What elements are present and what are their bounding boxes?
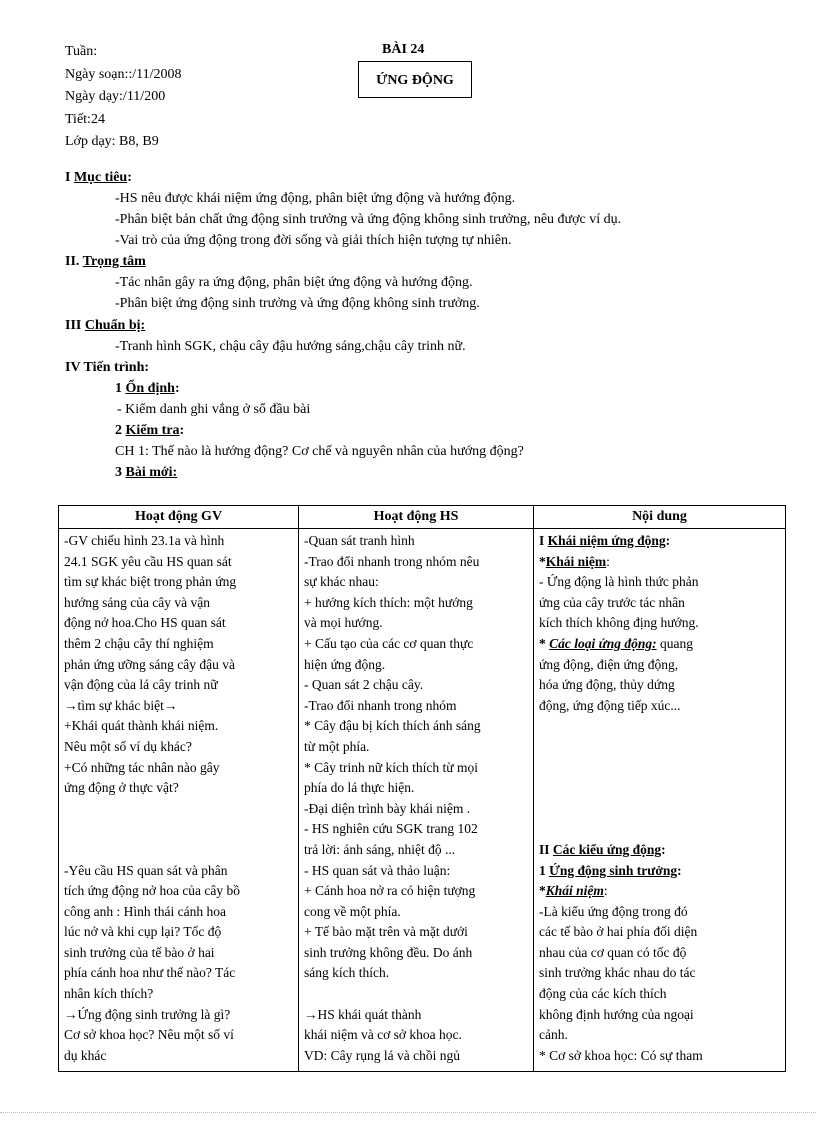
hs-line: -Quan sát tranh hình [304, 533, 415, 548]
section-heading: IV Tiến trình: [65, 360, 150, 375]
lesson-number: BÀI 24 [382, 42, 425, 57]
class-line: Lớp dạy: B8, B9 [65, 134, 159, 149]
gv-line: tìm sự khác biệt trong phản ứng [64, 574, 237, 590]
on-dinh-item: - Kiểm danh ghi vắng ở sổ đầu bài [117, 402, 311, 417]
gv-column [59, 529, 299, 1072]
nd-spacer [539, 758, 781, 779]
hs-line: - HS nghiên cứu SGK trang 102 [304, 821, 478, 837]
hs-line: hiện ứng động. [304, 656, 386, 672]
section-tien-trinh [65, 357, 524, 483]
gv-line: phản ứng ưỡng sáng cây đậu và [64, 656, 235, 672]
hs-line: sáng kích thích. [304, 965, 390, 981]
objective-item: -HS nêu được khái niệm ứng động, phân biệt ứng động và hướng động. [115, 191, 516, 206]
nd-spacer [539, 737, 781, 758]
gv-line: dụ khác [64, 1047, 107, 1063]
nd-line: không định hướng của ngoại [539, 1006, 694, 1022]
gv-line: Nêu một số ví dụ khác? [64, 738, 192, 754]
gv-line: thêm 2 chậu cây thí nghiệm [64, 635, 214, 651]
hs-line: - HS quan sát và thảo luận: [304, 862, 451, 878]
gv-line: hướng sáng của cây và vận [64, 594, 211, 610]
gv-line: sinh trưởng của tế bào ở hai [64, 944, 215, 960]
nd-definition-label-2: *Khái niệm: [539, 883, 608, 899]
lesson-table [58, 505, 786, 1072]
nd-line: động, ứng động tiếp xúc... [539, 697, 681, 713]
gv-line: ứng động ở thực vật? [64, 780, 179, 796]
hs-line [304, 984, 529, 1005]
nd-subsection-2-1: 1 Ứng động sinh trưởng: [539, 862, 682, 878]
hs-column [299, 529, 534, 1072]
nd-spacer [539, 778, 781, 799]
subsection-bai-moi: 3 Bài mới: [115, 465, 178, 480]
nd-line: ứng của cây trước tác nhân [539, 594, 685, 610]
section-heading: II. Trọng tâm [65, 254, 146, 269]
section-chuan-bi [65, 315, 466, 357]
section-heading: I Mục tiêu: [65, 170, 132, 185]
gv-line: động nở hoa.Cho HS quan sát [64, 615, 226, 631]
nd-line: kích thích không địng hướng. [539, 615, 699, 631]
hs-line: sinh trưởng không đều. Do ánh [304, 944, 473, 960]
hs-line: từ một phía. [304, 738, 370, 754]
nd-spacer [539, 819, 781, 840]
hs-line: - Quan sát 2 chậu cây. [304, 677, 424, 693]
hs-line: -Đại diện trình bày khái niệm . [304, 800, 471, 816]
hs-line: + hướng kích thích: một hướng [304, 594, 473, 610]
prep-date-line: Ngày soạn::/11/2008 [65, 66, 182, 82]
gv-line: lúc nở và khi cụp lại? Tốc độ [64, 924, 222, 940]
nd-section-2: II Các kiểu ứng động: [539, 841, 666, 857]
gv-line: +Có những tác nhân nào gây [64, 759, 220, 775]
hs-line: * Cây trinh nữ kích thích từ mọi [304, 759, 478, 775]
gv-line: +Khái quát thành khái niệm. [64, 718, 219, 734]
gv-line: →Ứng động sinh trưởng là gì? [64, 1006, 231, 1022]
subsection-kiem-tra: 2 Kiểm tra: [115, 423, 185, 438]
hs-line: + Tế bào mặt trên và mặt dưới [304, 924, 468, 940]
focus-item: -Phân biệt ứng động sinh trưởng và ứng động không sinh trưởng. [115, 296, 480, 311]
objective-item: -Vai trò của ứng động trong đời sống và giải thích hiện tượng tự nhiên. [115, 233, 512, 248]
nd-spacer [539, 716, 781, 737]
hs-line: cong về một phía. [304, 903, 401, 919]
nd-line: * Cơ sở khoa học: Có sự tham [539, 1047, 703, 1063]
nd-line: động của các kích thích [539, 986, 667, 1002]
header-info [65, 41, 182, 154]
hs-line: khái niệm và cơ sở khoa học. [304, 1027, 462, 1043]
hs-line: →HS khái quát thành [304, 1006, 422, 1022]
hs-line: trả lời: ánh sáng, nhiệt độ ... [304, 841, 456, 857]
objective-item: -Phân biệt bản chất ứng động sinh trưởng và ứng động không sinh trưởng, nêu được ví dụ. [115, 212, 622, 227]
nd-section-1: I Khái niệm ứng động: [539, 533, 671, 548]
gv-line: →tìm sự khác biệt→ [64, 697, 178, 713]
lesson-title-box [358, 61, 472, 98]
hs-line: sự khác nhau: [304, 574, 379, 590]
nd-spacer [539, 799, 781, 820]
nd-line: nhau của cơ quan có tốc độ [539, 944, 687, 960]
hs-line: và mọi hướng. [304, 615, 383, 631]
gv-line: phía cánh hoa như thế nào? Tác [64, 965, 236, 981]
nd-definition-label: *Khái niệm: [539, 553, 610, 569]
lesson-title: ỨNG ĐỘNG [376, 73, 454, 88]
hs-line: VD: Cây rụng lá và chồi ngủ [304, 1047, 460, 1063]
section-muc-tieu [65, 167, 621, 251]
header-hs: Hoạt động HS [299, 506, 534, 529]
gv-line: -GV chiếu hình 23.1a và hình [64, 533, 225, 548]
subsection-on-dinh: 1 Ổn định: [115, 381, 180, 396]
nd-line: -Là kiểu ứng động trong đó [539, 903, 688, 919]
header-gv: Hoạt động GV [59, 506, 299, 529]
gv-line [64, 819, 294, 840]
header-noi-dung: Nội dung [534, 506, 786, 529]
nd-types-label: * Các loại ứng động: quang [539, 635, 693, 651]
nd-line: cảnh. [539, 1027, 568, 1043]
check-question: CH 1: Thế nào là hướng động? Cơ chế và nguyên nhân của hướng động? [115, 444, 524, 459]
teach-date-line: Ngày dạy:/11/200 [65, 89, 166, 104]
gv-line: 24.1 SGK yêu cầu HS quan sát [64, 553, 232, 569]
noi-dung-column [534, 529, 786, 1072]
nd-line: ứng động, điện ứng động, [539, 656, 679, 672]
gv-line: nhân kích thích? [64, 986, 154, 1002]
hs-line: + Cấu tạo của các cơ quan thực [304, 635, 474, 651]
hs-line: phía do lá thực hiện. [304, 780, 415, 796]
gv-line: công anh : Hình thái cánh hoa [64, 903, 226, 919]
hs-line: -Trao đổi nhanh trong nhóm [304, 697, 457, 713]
section-trong-tam [65, 251, 480, 314]
nd-line: sinh trưởng khác nhau do tác [539, 965, 696, 981]
prep-item: -Tranh hình SGK, chậu cây đậu hướng sáng,chậu cây trinh nữ. [115, 339, 466, 354]
gv-line: tích ứng động nở hoa của cây bồ [64, 883, 241, 899]
section-heading: III Chuẩn bị: [65, 318, 146, 333]
nd-line: hóa ứng động, thủy dứng [539, 677, 675, 693]
hs-line: + Cánh hoa nở ra có hiện tượng [304, 883, 476, 899]
page-bottom-border [0, 1112, 816, 1113]
hs-line: -Trao đổi nhanh trong nhóm nêu [304, 553, 480, 569]
hs-line: * Cây đậu bị kích thích ánh sáng [304, 718, 481, 734]
table-row [59, 529, 786, 1072]
gv-line: -Yêu cầu HS quan sát và phân [64, 862, 228, 878]
gv-line: vận động của lá cây trinh nữ [64, 677, 218, 693]
gv-line [64, 799, 294, 820]
week-line: Tuần: [65, 44, 98, 59]
nd-line: - Ứng động là hình thức phản [539, 574, 699, 590]
period-line: Tiết:24 [65, 111, 105, 127]
gv-line [64, 840, 294, 861]
gv-line: Cơ sở khoa học? Nêu một số ví [64, 1027, 234, 1043]
nd-line: các tế bào ở hai phía đối diện [539, 924, 698, 940]
table-header-row [59, 506, 786, 529]
focus-item: -Tác nhân gây ra ứng động, phân biệt ứng động và hướng động. [115, 275, 473, 290]
